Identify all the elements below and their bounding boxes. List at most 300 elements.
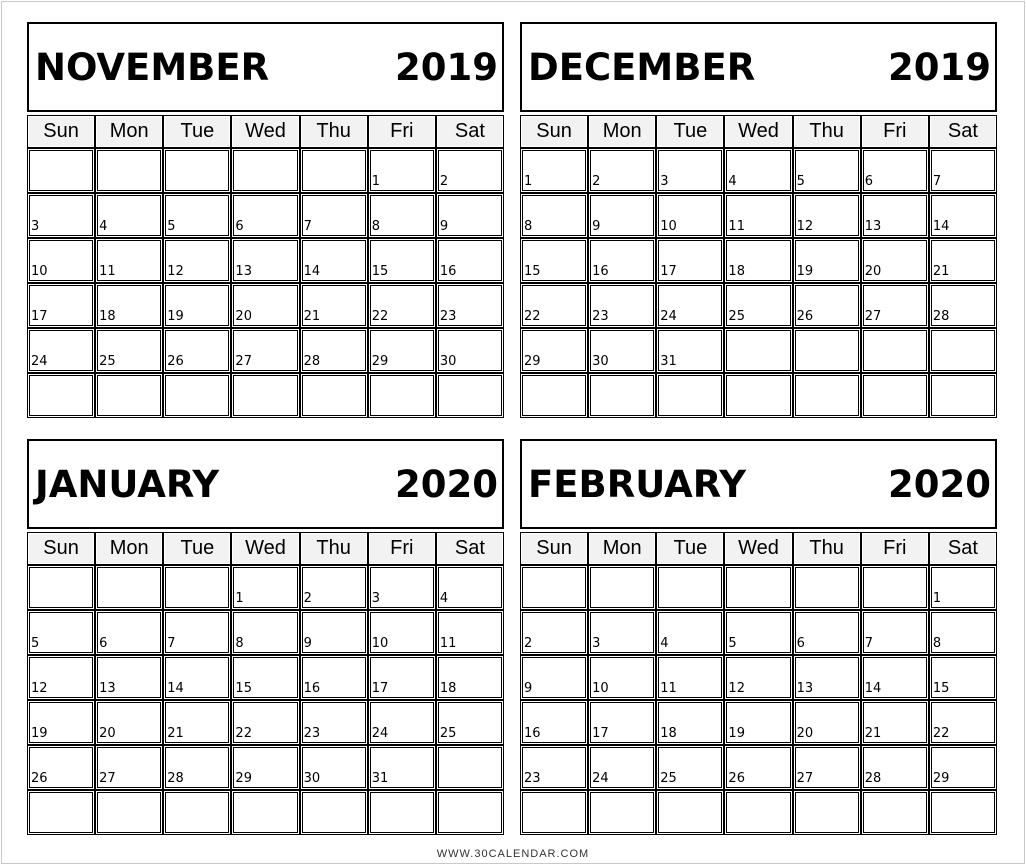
- week-row: [27, 238, 504, 283]
- day-number: 22: [932, 726, 950, 741]
- day-cell: [300, 373, 368, 418]
- day-cell: [861, 238, 929, 283]
- day-cell: [231, 565, 299, 610]
- week-row: [520, 148, 997, 193]
- weekday-label: Wed: [231, 115, 299, 148]
- day-cell: [27, 700, 95, 745]
- day-cell: [588, 565, 656, 610]
- day-cell: [656, 790, 724, 835]
- day-cell: [95, 745, 163, 790]
- weekday-label: Wed: [724, 532, 792, 565]
- day-number: 18: [660, 726, 677, 741]
- day-cell: [368, 373, 436, 418]
- day-number: 4: [728, 174, 737, 189]
- day-number: 6: [796, 636, 805, 651]
- day-number: 17: [371, 681, 389, 696]
- day-cell: [588, 745, 656, 790]
- day-cell: [588, 655, 656, 700]
- day-cell: [724, 610, 792, 655]
- week-row: [520, 745, 997, 790]
- day-cell: [368, 745, 436, 790]
- day-number: 12: [31, 681, 48, 696]
- day-cell: [656, 238, 724, 283]
- day-number: 4: [660, 636, 669, 651]
- day-cell: [27, 655, 95, 700]
- day-cell: [231, 610, 299, 655]
- day-cell: [793, 238, 861, 283]
- day-number: 23: [592, 309, 609, 324]
- day-number: 5: [796, 174, 805, 189]
- day-number: 16: [592, 264, 609, 279]
- day-cell: [436, 373, 504, 418]
- day-cell: [163, 700, 231, 745]
- day-cell: [95, 790, 163, 835]
- day-number: 25: [728, 309, 745, 324]
- day-number: 10: [660, 219, 677, 234]
- day-number: 24: [371, 726, 389, 741]
- calendar-grid: [520, 115, 997, 418]
- day-cell: [520, 700, 588, 745]
- day-cell: [929, 700, 997, 745]
- day-number: 21: [932, 264, 950, 279]
- month-header: [520, 439, 997, 529]
- day-cell: [520, 283, 588, 328]
- week-row: [27, 700, 504, 745]
- day-number: 28: [864, 771, 882, 786]
- day-cell: [656, 745, 724, 790]
- day-cell: [163, 148, 231, 193]
- website-footer: WWW.30CALENDAR.COM: [436, 848, 590, 860]
- day-number: 19: [167, 309, 184, 324]
- day-cell: [95, 283, 163, 328]
- day-cell: [27, 193, 95, 238]
- week-row: [520, 193, 997, 238]
- day-cell: [520, 745, 588, 790]
- day-cell: [861, 790, 929, 835]
- day-number: 4: [439, 591, 449, 606]
- day-number: 26: [728, 771, 745, 786]
- day-cell: [929, 745, 997, 790]
- day-number: 8: [235, 636, 244, 651]
- day-number: 17: [592, 726, 609, 741]
- week-row: [27, 745, 504, 790]
- day-cell: [724, 745, 792, 790]
- day-number: 14: [167, 681, 184, 696]
- day-cell: [588, 700, 656, 745]
- day-number: 10: [371, 636, 389, 651]
- day-cell: [588, 238, 656, 283]
- day-cell: [588, 610, 656, 655]
- month-header: [27, 439, 504, 529]
- day-cell: [163, 328, 231, 373]
- month-calendar: [520, 439, 997, 835]
- day-cell: [929, 565, 997, 610]
- day-number: 22: [235, 726, 252, 741]
- day-number: 24: [592, 771, 609, 786]
- weekday-label: Wed: [724, 115, 792, 148]
- day-cell: [436, 790, 504, 835]
- weekday-label: Mon: [95, 532, 163, 565]
- weekday-header-row: [520, 115, 997, 148]
- day-number: 15: [371, 264, 389, 279]
- weekday-label: Fri: [861, 115, 929, 148]
- week-row: [27, 193, 504, 238]
- day-number: 11: [728, 219, 745, 234]
- day-cell: [724, 655, 792, 700]
- weekday-label: Thu: [793, 115, 861, 148]
- month-name: FEBRUARY: [528, 462, 747, 506]
- weekday-label: Tue: [163, 115, 231, 148]
- day-cell: [27, 565, 95, 610]
- day-number: 8: [524, 219, 533, 234]
- day-number: 16: [524, 726, 541, 741]
- day-number: 28: [932, 309, 950, 324]
- day-cell: [588, 790, 656, 835]
- day-number: 13: [99, 681, 116, 696]
- day-number: 3: [660, 174, 669, 189]
- weekday-label: Sun: [27, 115, 95, 148]
- day-cell: [231, 193, 299, 238]
- day-cell: [793, 790, 861, 835]
- day-number: 19: [796, 264, 814, 279]
- day-number: 1: [371, 174, 380, 189]
- day-number: 1: [235, 591, 244, 606]
- day-cell: [27, 790, 95, 835]
- weekday-label: Fri: [368, 532, 436, 565]
- day-cell: [368, 328, 436, 373]
- weekday-label: Sun: [520, 532, 588, 565]
- day-number: 11: [660, 681, 677, 696]
- week-row: [520, 610, 997, 655]
- day-cell: [231, 373, 299, 418]
- day-cell: [436, 565, 504, 610]
- weekday-label: Fri: [368, 115, 436, 148]
- day-number: 28: [303, 354, 321, 369]
- day-cell: [520, 565, 588, 610]
- day-number: 1: [524, 174, 533, 189]
- day-cell: [656, 328, 724, 373]
- day-cell: [724, 283, 792, 328]
- day-number: 10: [31, 264, 48, 279]
- day-number: 7: [167, 636, 176, 651]
- day-cell: [656, 193, 724, 238]
- day-cell: [300, 193, 368, 238]
- week-row: [27, 373, 504, 418]
- day-number: 7: [932, 174, 942, 189]
- day-cell: [520, 610, 588, 655]
- day-cell: [95, 700, 163, 745]
- day-number: 14: [864, 681, 882, 696]
- day-cell: [793, 655, 861, 700]
- week-row: [520, 790, 997, 835]
- day-cell: [300, 790, 368, 835]
- day-cell: [520, 790, 588, 835]
- day-cell: [436, 148, 504, 193]
- week-row: [27, 565, 504, 610]
- day-number: 9: [592, 219, 601, 234]
- day-cell: [929, 610, 997, 655]
- day-cell: [861, 745, 929, 790]
- day-number: 24: [31, 354, 48, 369]
- day-cell: [300, 745, 368, 790]
- day-number: 12: [167, 264, 184, 279]
- month-header: [27, 22, 504, 112]
- day-cell: [231, 328, 299, 373]
- day-number: 3: [592, 636, 601, 651]
- month-calendar: [520, 22, 997, 418]
- day-cell: [300, 238, 368, 283]
- weekday-label: Fri: [861, 532, 929, 565]
- day-cell: [163, 655, 231, 700]
- day-number: 9: [303, 636, 312, 651]
- day-cell: [929, 790, 997, 835]
- year-label: 2020: [888, 462, 991, 506]
- day-cell: [436, 655, 504, 700]
- day-number: 14: [303, 264, 321, 279]
- day-cell: [436, 238, 504, 283]
- day-cell: [656, 373, 724, 418]
- day-number: 21: [864, 726, 882, 741]
- day-number: 23: [524, 771, 541, 786]
- day-cell: [95, 238, 163, 283]
- day-cell: [368, 610, 436, 655]
- weekday-label: Tue: [656, 532, 724, 565]
- day-cell: [588, 373, 656, 418]
- day-number: 8: [932, 636, 942, 651]
- day-number: 16: [439, 264, 457, 279]
- day-cell: [95, 193, 163, 238]
- day-number: 9: [524, 681, 533, 696]
- day-cell: [27, 238, 95, 283]
- day-number: 4: [99, 219, 108, 234]
- month-name: NOVEMBER: [35, 45, 270, 89]
- weekday-label: Sat: [929, 115, 997, 148]
- day-number: 29: [932, 771, 950, 786]
- day-cell: [861, 610, 929, 655]
- day-number: 29: [524, 354, 541, 369]
- day-cell: [929, 328, 997, 373]
- day-cell: [368, 148, 436, 193]
- weekday-label: Thu: [300, 532, 368, 565]
- day-number: 24: [660, 309, 677, 324]
- day-number: 23: [303, 726, 321, 741]
- day-cell: [724, 238, 792, 283]
- day-cell: [231, 655, 299, 700]
- day-number: 5: [167, 219, 176, 234]
- day-cell: [861, 700, 929, 745]
- day-number: 27: [796, 771, 814, 786]
- day-cell: [95, 655, 163, 700]
- day-cell: [300, 700, 368, 745]
- day-cell: [793, 565, 861, 610]
- day-number: 26: [31, 771, 48, 786]
- day-number: 13: [864, 219, 882, 234]
- day-cell: [520, 328, 588, 373]
- day-number: 21: [303, 309, 321, 324]
- day-cell: [231, 790, 299, 835]
- day-cell: [368, 565, 436, 610]
- weekday-label: Sun: [27, 532, 95, 565]
- day-cell: [861, 148, 929, 193]
- day-number: 11: [99, 264, 116, 279]
- day-number: 15: [235, 681, 252, 696]
- day-number: 20: [796, 726, 814, 741]
- day-number: 23: [439, 309, 457, 324]
- day-cell: [27, 373, 95, 418]
- day-cell: [588, 328, 656, 373]
- day-cell: [436, 193, 504, 238]
- day-number: 25: [660, 771, 677, 786]
- day-cell: [163, 790, 231, 835]
- day-cell: [724, 373, 792, 418]
- weekday-label: Tue: [656, 115, 724, 148]
- year-label: 2019: [888, 45, 991, 89]
- day-number: 25: [99, 354, 116, 369]
- day-cell: [27, 328, 95, 373]
- day-cell: [27, 610, 95, 655]
- day-cell: [436, 745, 504, 790]
- day-number: 21: [167, 726, 184, 741]
- day-cell: [588, 283, 656, 328]
- day-cell: [929, 373, 997, 418]
- day-number: 10: [592, 681, 609, 696]
- day-number: 18: [728, 264, 745, 279]
- weekday-label: Tue: [163, 532, 231, 565]
- day-cell: [793, 193, 861, 238]
- week-row: [520, 328, 997, 373]
- day-cell: [656, 565, 724, 610]
- day-cell: [95, 148, 163, 193]
- day-number: 12: [796, 219, 814, 234]
- day-cell: [724, 148, 792, 193]
- day-cell: [793, 148, 861, 193]
- month-name: DECEMBER: [528, 45, 756, 89]
- day-cell: [231, 283, 299, 328]
- day-number: 30: [303, 771, 321, 786]
- day-cell: [724, 565, 792, 610]
- day-cell: [27, 745, 95, 790]
- day-number: 17: [660, 264, 677, 279]
- weekday-label: Sat: [929, 532, 997, 565]
- weekday-header-row: [27, 115, 504, 148]
- day-number: 14: [932, 219, 950, 234]
- day-number: 2: [439, 174, 449, 189]
- day-number: 18: [439, 681, 457, 696]
- day-cell: [520, 193, 588, 238]
- day-cell: [95, 328, 163, 373]
- day-cell: [163, 610, 231, 655]
- day-number: 2: [303, 591, 312, 606]
- day-cell: [793, 283, 861, 328]
- day-cell: [793, 745, 861, 790]
- day-cell: [231, 238, 299, 283]
- day-number: 13: [796, 681, 814, 696]
- day-cell: [724, 790, 792, 835]
- calendar-grid: [520, 532, 997, 835]
- day-number: 17: [31, 309, 48, 324]
- day-cell: [436, 610, 504, 655]
- day-cell: [588, 148, 656, 193]
- day-number: 20: [99, 726, 116, 741]
- week-row: [27, 655, 504, 700]
- day-number: 3: [31, 219, 40, 234]
- day-cell: [163, 373, 231, 418]
- day-number: 25: [439, 726, 457, 741]
- weekday-header-row: [27, 532, 504, 565]
- day-number: 29: [371, 354, 389, 369]
- day-number: 2: [592, 174, 601, 189]
- day-number: 20: [864, 264, 882, 279]
- day-cell: [231, 745, 299, 790]
- day-cell: [793, 373, 861, 418]
- day-number: 30: [439, 354, 457, 369]
- calendar-grid: [27, 115, 504, 418]
- day-cell: [520, 148, 588, 193]
- week-row: [27, 148, 504, 193]
- day-number: 19: [31, 726, 48, 741]
- day-cell: [27, 148, 95, 193]
- day-number: 26: [167, 354, 184, 369]
- day-cell: [163, 565, 231, 610]
- day-cell: [520, 655, 588, 700]
- month-name: JANUARY: [35, 462, 220, 506]
- week-row: [27, 610, 504, 655]
- day-cell: [929, 193, 997, 238]
- day-cell: [368, 238, 436, 283]
- week-row: [520, 700, 997, 745]
- day-number: 29: [235, 771, 252, 786]
- day-number: 2: [524, 636, 533, 651]
- day-number: 22: [371, 309, 389, 324]
- day-cell: [163, 745, 231, 790]
- day-cell: [724, 700, 792, 745]
- day-number: 7: [864, 636, 873, 651]
- calendar-grid: [27, 532, 504, 835]
- day-cell: [861, 373, 929, 418]
- day-cell: [300, 655, 368, 700]
- day-cell: [300, 565, 368, 610]
- day-cell: [520, 238, 588, 283]
- year-label: 2019: [395, 45, 498, 89]
- week-row: [520, 283, 997, 328]
- day-number: 28: [167, 771, 184, 786]
- day-cell: [300, 148, 368, 193]
- day-cell: [368, 700, 436, 745]
- day-cell: [231, 700, 299, 745]
- day-cell: [929, 238, 997, 283]
- day-number: 18: [99, 309, 116, 324]
- day-cell: [368, 790, 436, 835]
- day-cell: [724, 193, 792, 238]
- weekday-label: Mon: [95, 115, 163, 148]
- day-number: 13: [235, 264, 252, 279]
- day-number: 31: [660, 354, 677, 369]
- day-number: 5: [728, 636, 737, 651]
- day-number: 15: [524, 264, 541, 279]
- month-calendar: [27, 22, 504, 418]
- weekday-header-row: [520, 532, 997, 565]
- day-number: 3: [371, 591, 380, 606]
- day-cell: [861, 193, 929, 238]
- week-row: [27, 283, 504, 328]
- day-cell: [95, 610, 163, 655]
- week-row: [520, 238, 997, 283]
- day-number: 27: [864, 309, 882, 324]
- day-number: 27: [99, 771, 116, 786]
- week-row: [520, 373, 997, 418]
- day-number: 1: [932, 591, 942, 606]
- day-cell: [300, 610, 368, 655]
